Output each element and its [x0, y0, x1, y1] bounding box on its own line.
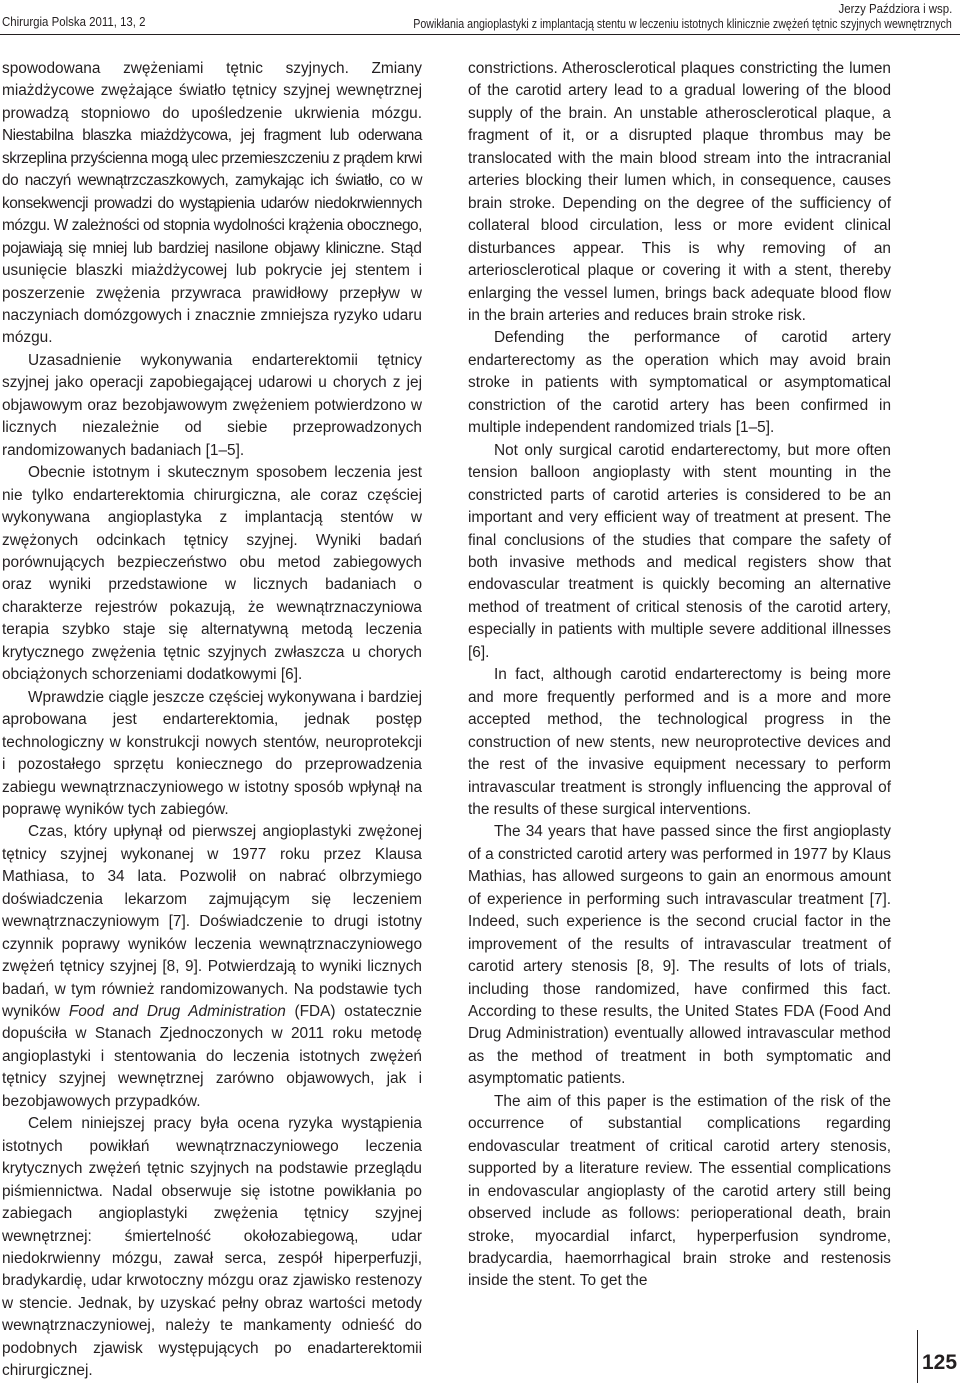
paragraph: The 34 years that have passed since the first angioplasty of a constricted carotid artery was performed in 1977 by Klaus Mathias, has allowed surgeons to gain an enormous amount of experience in performing such intravascular treatment [7]. Indeed, such experience is the second crucial factor in the improvement of the results of intravascular treatment of carotid artery stenosis [8, 9]. The results of lots of trials, including those randomized, have confirmed this fact. According to these results, the United States FDA (Food And Drug Administration) eventually allowed intravascular method as the method of treatment in both symptomatic and asymptomatic patients. — [468, 823, 891, 1088]
paragraph: Obecnie istotnym i skutecznym sposobem leczenia jest nie tylko endarterektomia chirurgiczna, ale coraz częściej wykonywana angioplastyka z implantacją stentów w zwężonych odcinkach tętnicy szyjnej. Wyniki badań porównujących bezpieczeństwo obu metod zabiegowych oraz wyniki przedstawione w licznych badaniach o charakterze rejestrów pokazują, że wewnątrznaczyniowa terapia szybko staje się alternatywną metodą leczenia krytycznego zwężenia tętnic szyjnych zwłaszcza u chorych obciążonych schorzeniami dodatkowymi [6]. — [2, 464, 422, 684]
paragraph: constrictions. Atherosclerotical plaques constricting the lumen of the carotid artery lead to a gradual lowering of the blood supply of the brain. An unstable atherosclerotical plaque, a fragment of it, or a disrupted plaque thrombus may be translocated with the main blood stream into the intracranial arteries blocking their lumen which, in consequence, causes brain stroke. Depending on the degree of the sufficiency of collateral blood circulation, less or more evident clinical disturbances appear. This is why removing of an arteriosclerotical plaque or covering it with a stent, thereby enlarging the vessel lumen, brings back adequate blood flow in the brain arteries and reduces brain stroke risk. — [468, 60, 891, 324]
paragraph: Uzasadnienie wykonywania endarterektomii tętnicy szyjnej jako operacji zapobiegającej udarowi u chorych z jej objawowym oraz bezobjawowym zwężeniem potwierdzono w licznych niezależnie od siebie przeprowadzonych randomizowanych badaniach [1–5]. — [2, 351, 422, 459]
paragraph-text: (FDA) ostatecznie dopuściła w Stanach Zjednoczonych w 2011 roku metodę angioplastyki i stentowania do leczenia istotnych zwężeń tętnicy szyjnej wewnętrznej zarówno objawowych, jak i bezobjawowych przypadków. — [2, 1003, 422, 1110]
journal-citation: Chirurgia Polska 2011, 13, 2 — [2, 14, 146, 29]
page-number-rule — [917, 1330, 918, 1383]
paragraph: Wprawdzie ciągle jeszcze częściej wykonywana i bardziej aprobowana jest endarterektomia, jednak postęp technologiczny w konstrukcji nowych stentów, neuroprotekcji i pozostałego sprzętu koniecznego do przeprowadzenia zabiegu wewnątrznaczyniowego w istotny sposób wpłynął na poprawę wyników tych zabiegów. — [2, 688, 422, 818]
italic-term: Food and Drug Administration — [68, 1003, 286, 1021]
right-column-english — [468, 58, 891, 1293]
running-authors: Jerzy Paździora i wsp. — [838, 1, 952, 16]
left-column-polish — [2, 58, 422, 1383]
paragraph-text: Stąd usunięcie blaszki miażdżycowej lub pokrycie jej stentem i poszerzenie zwężenia przywraca prawidłowy przepływ w naczyniach domózgowych i znacznie zmniejsza ryzyko udaru mózgu. — [2, 239, 422, 347]
page-number: 125 — [922, 1351, 958, 1374]
paragraph: Not only surgical carotid endarterectomy, but more often tension balloon angioplasty with stent mounting in the constricted parts of carotid arteries is considered to be an important and very efficient way of treatment at present. The final conclusions of the studies that compare the safety of both invasive methods and medical registers show that endovascular treatment is quickly becoming an alternative method of treatment of critical stenosis of the carotid artery, especially in patients with multiple severe additional illnesses [6]. — [468, 441, 891, 661]
paragraph-text: spowodowana zwężeniami tętnic szyjnych. Zmiany miażdżycowe zwężające światło tętnicy szyjnej wewnętrznej prowadzą stopniowo do upośledzenie ukrwienia mózgu. — [2, 60, 422, 122]
paragraph: Celem niniejszej pracy była ocena ryzyka wystąpienia istotnych powikłań wewnątrznaczyniowego leczenia krytycznych zwężeń tętnic szyjnych na podstawie przeglądu piśmiennictwa. Nadal obserwuje się istotne powikłania po zabiegach angioplastyki zwężenia tętnicy szyjnej wewnętrznej: śmiertelność okołozabiegową, udar niedokrwienny mózgu, zawał serca, zespół hiperperfuzji, bradykardię, udar krwotoczny mózgu oraz zjawisko restenozy w stencie. Jednak, by uzyskać pełny obraz wartości metody wewnątrznaczyniowej, należy te mankamenty odnieść do podobnych zjawisk występujących po enadarterektomii chirurgicznej. — [2, 1115, 422, 1380]
paragraph: Defending the performance of carotid artery endarterectomy as the operation which may avoid brain stroke in patients with symptomatical or asymptomatical constriction of the carotid artery has been confirmed in multiple independent randomized trials [1–5]. — [468, 329, 891, 437]
paragraph: The aim of this paper is the estimation of the risk of the occurrence of substantial complications regarding endovascular treatment of critical carotid artery stenosis, supported by a literature review. The essential complications in endovascular angioplasty of the carotid artery still being observed include as follows: perioperational death, brain stroke, myocardial infarct, hyperperfusion syndrome, bradycardia, haemorrhagical brain stroke and restenosis inside the stent. To get the — [468, 1092, 891, 1290]
paragraph — [2, 58, 422, 350]
running-title: Powikłania angioplastyki z implantacją stentu w leczeniu istotnych klinicznie zwężeń tętnic szyjnych wewnętrznych — [413, 16, 952, 31]
paragraph — [2, 821, 422, 1113]
header-rule — [0, 34, 960, 35]
paragraph: In fact, although carotid endarterectomy is being more and more frequently performed and is a more and more accepted method, the technological progress in the construction of new stents, new neuroprotective devices and the rest of the invasive equipment necessary to perform intravascular treatment is strongly influencing the approval of the results of these surgical interventions. — [468, 666, 891, 818]
paragraph-text: Niestabilna blaszka miażdżycowa, jej fragment lub oderwana skrzeplina przyścienna mogą ulec przemieszczeniu z prądem krwi do naczyń wewnątrzczaszkowych, zamykając ich światło, co w konsekwencji prowadzi do wystąpienia udarów niedokrwiennych mózgu. W zależności od stopnia wydolności krążenia obocznego, pojawiają się mniej lub bardziej nasilone objawy kliniczne. — [2, 127, 422, 257]
paragraph-text: Czas, który upłynął od pierwszej angioplastyki zwężonej tętnicy szyjnej wykonanej w 1977 roku przez Klausa Mathiasa, to 34 lata. Pozwolił on nabrać olbrzymiego doświadczenia lekarzom zajmującym się leczeniem wewnątrznaczyniowym [7]. Doświadczenie to drugi istotny czynnik poprawy wyników leczenia wewnątrznaczyniowego zwężeń tętnicy szyjnej [8, 9]. Potwierdzają to wyniki licznych badań, w tym również randomizowanych. Na podstawie tych wyników — [2, 823, 422, 1021]
